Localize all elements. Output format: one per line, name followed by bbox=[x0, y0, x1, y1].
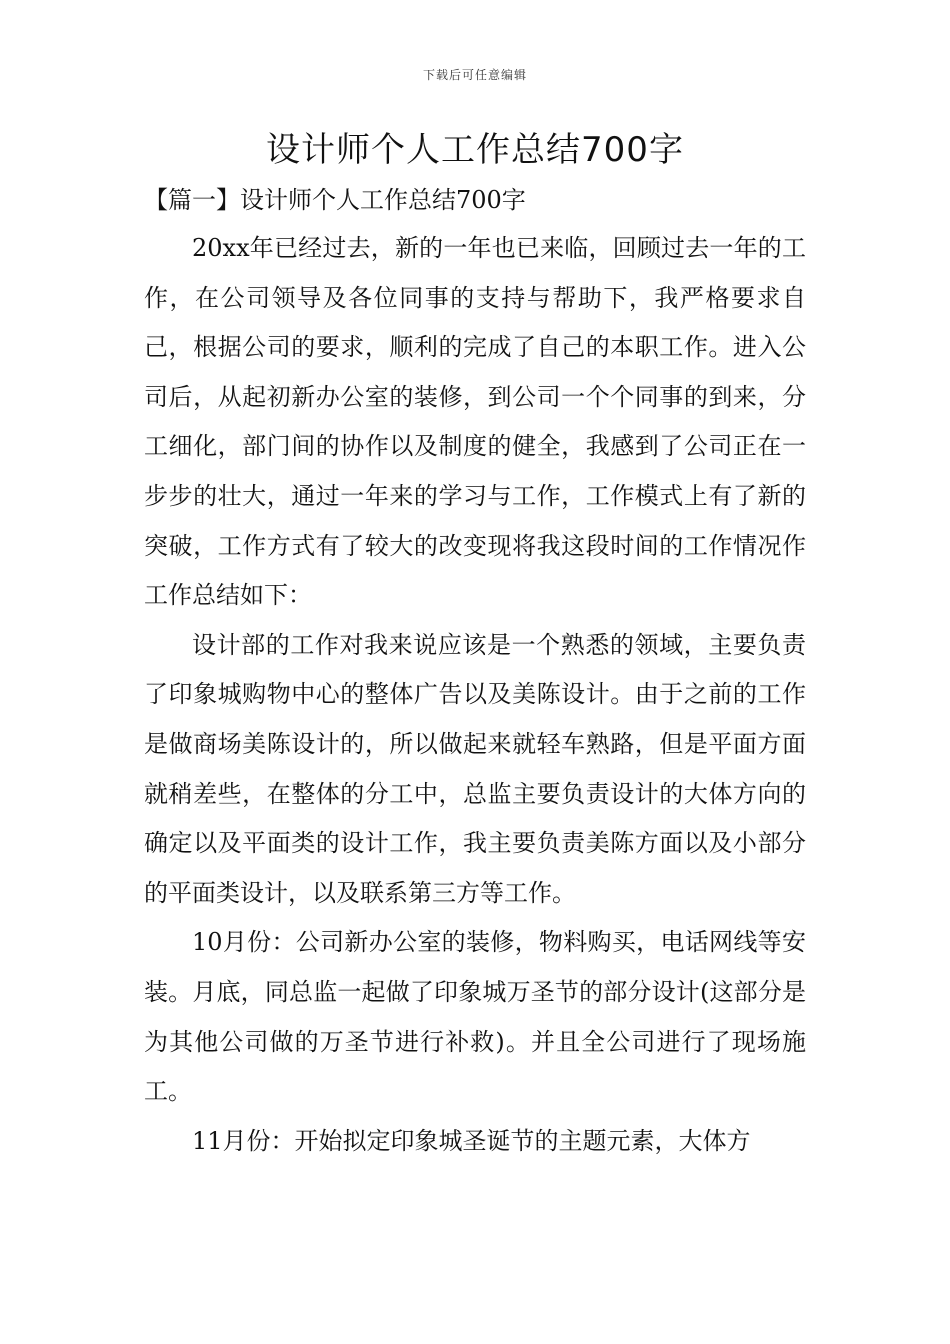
paragraph-intro: 20xx年已经过去，新的一年也已来临，回顾过去一年的工作，在公司领导及各位同事的支持与帮助下，我严格要求自己，根据公司的要求，顺利的完成了自己的本职工作。进入公司后，从起初新办公室的装修，到公司一个个同事的到来，分工细化，部门间的协作以及制度的健全，我感到了公司正在一步步的壮大，通过一年来的学习与工作，工作模式上有了新的突破，工作方式有了较大的改变现将我这段时间的工作情况作工作总结如下： bbox=[144, 234, 806, 610]
document-body bbox=[144, 224, 806, 1166]
paragraph-october: 10月份：公司新办公室的装修，物料购买，电话网线等安装。月底，同总监一起做了印象城万圣节的部分设计(这部分是为其他公司做的万圣节进行补救)。并且全公司进行了现场施工。 bbox=[144, 928, 806, 1106]
paragraph-design-dept: 设计部的工作对我来说应该是一个熟悉的领域，主要负责了印象城购物中心的整体广告以及美陈设计。由于之前的工作是做商场美陈设计的，所以做起来就轻车熟路，但是平面方面就稍差些，在整体的分工中，总监主要负责设计的大体方向的确定以及平面类的设计工作，我主要负责美陈方面以及小部分的平面类设计，以及联系第三方等工作。 bbox=[144, 630, 806, 907]
header-note: 下载后可任意编辑 bbox=[422, 68, 527, 82]
section-heading: 【篇一】设计师个人工作总结700字 bbox=[144, 186, 526, 214]
paragraph-november: 11月份：开始拟定印象城圣诞节的主题元素，大体方 bbox=[192, 1126, 751, 1155]
document-title: 设计师个人工作总结700字 bbox=[266, 130, 684, 170]
